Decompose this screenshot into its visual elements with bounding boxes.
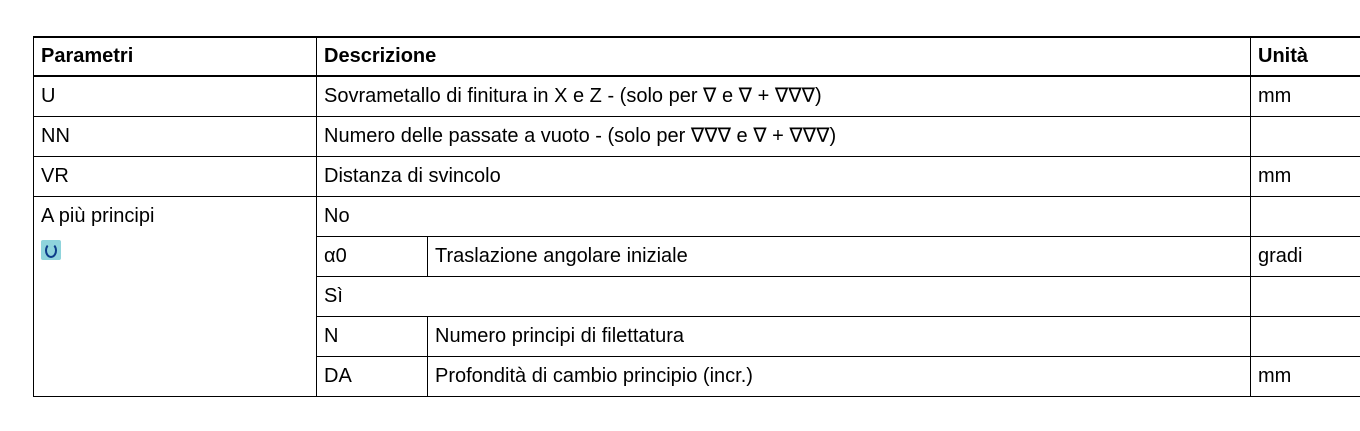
table-header-row <box>34 37 1360 76</box>
unit-cell: mm <box>1251 157 1360 197</box>
table-row <box>34 76 1360 117</box>
description-cell: Profondità di cambio principio (incr.) <box>428 357 1251 397</box>
description-cell: Distanza di svincolo <box>317 157 1251 197</box>
header-unit: Unità <box>1251 37 1360 76</box>
description-cell: Numero delle passate a vuoto - (solo per ∇∇∇ e ∇ + ∇∇∇) <box>317 117 1251 157</box>
unit-cell: mm <box>1251 76 1360 117</box>
header-param: Parametri <box>34 37 317 76</box>
multi-start-label: A più principi <box>41 205 155 227</box>
toggle-ring-icon[interactable] <box>41 240 61 260</box>
option-no-label: No <box>317 197 1251 237</box>
unit-cell <box>1251 277 1360 317</box>
option-yes-label: Sì <box>317 277 1251 317</box>
param-cell: VR <box>34 157 317 197</box>
description-cell: Sovrametallo di finitura in X e Z - (solo per ∇ e ∇ + ∇∇∇) <box>317 76 1251 117</box>
subparam-cell: α0 <box>317 237 428 277</box>
table-row <box>34 117 1360 157</box>
param-cell: NN <box>34 117 317 157</box>
multi-start-param-cell <box>34 197 317 397</box>
table-row <box>34 157 1360 197</box>
description-cell: Numero principi di filettatura <box>428 317 1251 357</box>
unit-cell <box>1251 117 1360 157</box>
header-description: Descrizione <box>317 37 1251 76</box>
subparam-cell: DA <box>317 357 428 397</box>
unit-cell <box>1251 317 1360 357</box>
table-row <box>34 197 1360 237</box>
param-cell: U <box>34 76 317 117</box>
unit-cell: mm <box>1251 357 1360 397</box>
unit-cell <box>1251 197 1360 237</box>
description-cell: Traslazione angolare iniziale <box>428 237 1251 277</box>
subparam-cell: N <box>317 317 428 357</box>
parameter-table <box>33 36 1360 397</box>
unit-cell: gradi <box>1251 237 1360 277</box>
